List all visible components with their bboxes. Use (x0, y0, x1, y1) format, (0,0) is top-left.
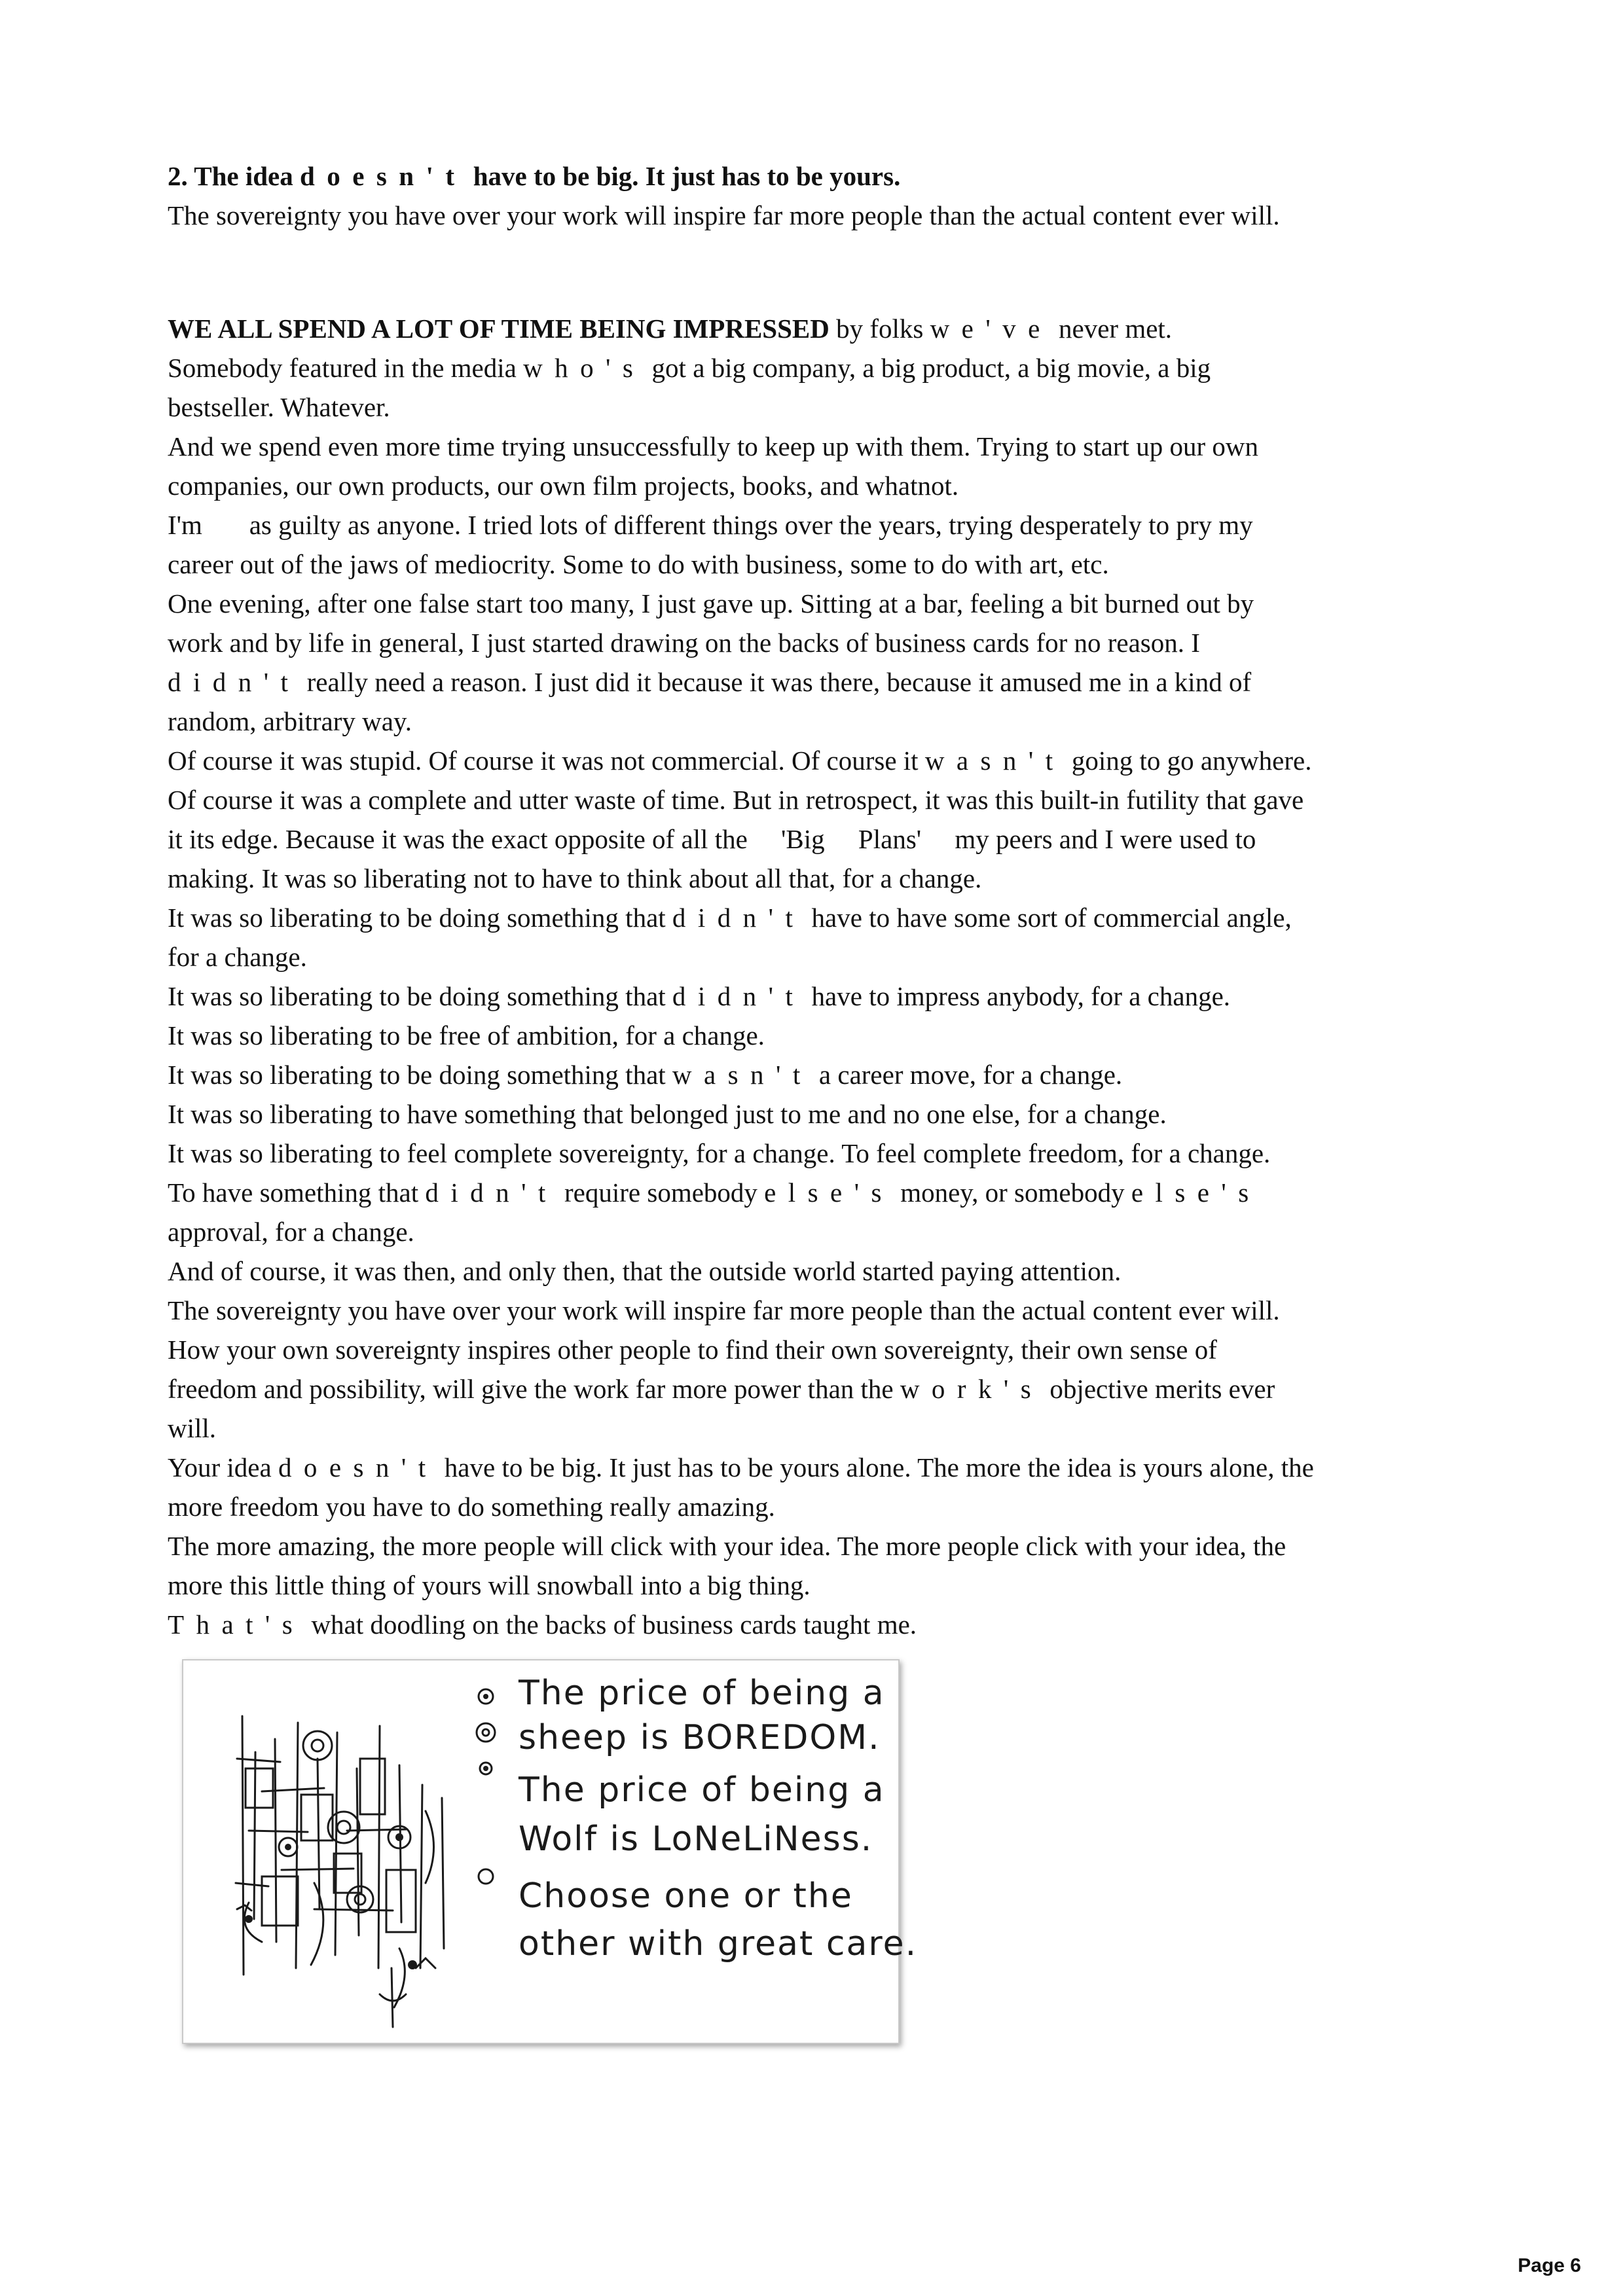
card-text-line: Choose one or the (519, 1876, 853, 1916)
body-line: bestseller. Whatever. (168, 392, 390, 422)
body-line: And of course, it was then, and only then, that the outside world started paying attention. (168, 1256, 1122, 1286)
body-line: The sovereignty you have over your work will inspire far more people than the actual content ever will. (168, 1295, 1280, 1325)
page-number: Page 6 (1518, 2255, 1581, 2276)
body-line: It was so liberating to have something that belonged just to me and no one else, for a change. (168, 1099, 1167, 1129)
body-line: approval, for a change. (168, 1217, 414, 1247)
body-line: The more amazing, the more people will click with your idea. The more people click with your idea, the (168, 1531, 1286, 1561)
body-line: work and by life in general, I just started drawing on the backs of business cards for no reason. I (168, 628, 1200, 658)
body-line: Your idea doesn't have to be big. It just has to be yours alone. The more the idea is yours alone, the (168, 1452, 1314, 1482)
body-line: It was so liberating to be doing something that wasn't a career move, for a change. (168, 1060, 1123, 1090)
body-line: It was so liberating to feel complete sovereignty, for a change. To feel complete freedom, for a change. (168, 1138, 1271, 1168)
body-line: companies, our own products, our own film projects, books, and whatnot. (168, 471, 959, 501)
body-line: It was so liberating to be doing something that didn't have to impress anybody, for a change. (168, 981, 1231, 1011)
body-line: WE ALL SPEND A LOT OF TIME BEING IMPRESSED by folks we've never met. (168, 314, 1173, 344)
body-line: random, arbitrary way. (168, 706, 412, 736)
body-line: more this little thing of yours will snowball into a big thing. (168, 1570, 811, 1600)
card-text-line: The price of being a (519, 1674, 885, 1713)
body-line: That's what doodling on the backs of business cards taught me. (168, 1609, 917, 1640)
body-line: To have something that didn't require somebody else's money, or somebody else's (168, 1177, 1261, 1208)
card-text-line: sheep is BOREDOM. (519, 1718, 881, 1757)
card-text-line: Wolf is LoNeLiNess. (519, 1820, 873, 1859)
body-line: One evening, after one false start too many, I just gave up. Sitting at a bar, feeling a bit burned out by (168, 588, 1254, 619)
body-line: more freedom you have to do something really amazing. (168, 1492, 775, 1522)
body-line: And we spend even more time trying unsuccessfully to keep up with them. Trying to start up our own (168, 431, 1258, 461)
body-line: didn't really need a reason. I just did it because it was there, because it amused me in a kind of (168, 667, 1252, 697)
card-text-line: The price of being a (519, 1770, 885, 1810)
body-line: making. It was so liberating not to have to think about all that, for a change. (168, 863, 982, 893)
body-line: freedom and possibility, will give the work far more power than the work's objective merits ever (168, 1374, 1275, 1404)
body-line: How your own sovereignty inspires other people to find their own sovereignty, their own sense of (168, 1335, 1217, 1365)
body-line: it its edge. Because it was the exact opposite of all the 'Big Plans' my peers and I were used to (168, 824, 1256, 854)
business-card-illustration (182, 1659, 918, 2044)
body-line: for a change. (168, 942, 307, 972)
body-line: Somebody featured in the media who's got a big company, a big product, a big movie, a big (168, 353, 1211, 383)
body-line: will. (168, 1413, 217, 1443)
body-line: It was so liberating to be doing something that didn't have to have some sort of commercial angle, (168, 903, 1292, 933)
body-line: Of course it was a complete and utter waste of time. But in retrospect, it was this built-in futility that gave (168, 785, 1304, 815)
card-text-line: other with great care. (519, 1924, 918, 1964)
body-line: It was so liberating to be free of ambition, for a change. (168, 1020, 765, 1050)
body-line: Of course it was stupid. Of course it was not commercial. Of course it wasn't going to go anywhere. (168, 745, 1312, 776)
body-line: I'm as guilty as anyone. I tried lots of different things over the years, trying desperately to pry my (168, 510, 1253, 540)
body-line: career out of the jaws of mediocrity. Some to do with business, some to do with art, etc. (168, 549, 1109, 579)
section-heading: 2. The idea doesn't have to be big. It just has to be yours. (168, 161, 901, 191)
section-subheading: The sovereignty you have over your work will inspire far more people than the actual content ever will. (168, 200, 1280, 230)
